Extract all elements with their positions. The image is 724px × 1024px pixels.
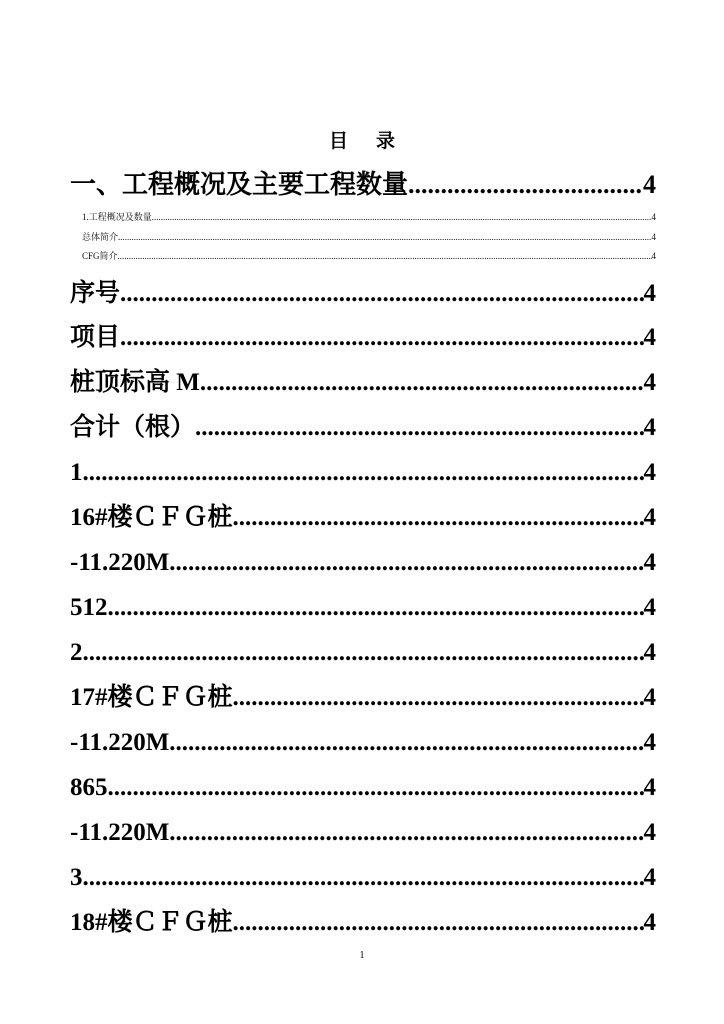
toc-entry-label: 一、工程概况及主要工程数量: [70, 170, 409, 199]
toc-page-number: 4: [643, 684, 656, 711]
toc-subentry[interactable]: [82, 249, 656, 263]
toc-entry[interactable]: [70, 411, 656, 445]
page-number: 1: [359, 950, 365, 961]
dot-leader: [233, 681, 644, 715]
dot-leader: [200, 366, 644, 400]
toc-page-number: 4: [643, 594, 656, 621]
dot-leader: [408, 168, 643, 202]
dot-leader: [195, 411, 643, 445]
toc-entry[interactable]: [70, 277, 656, 311]
toc-entry-label: 总体简介: [82, 232, 119, 242]
dot-leader: [233, 906, 644, 940]
toc-page-number: 4: [643, 864, 656, 891]
toc-entry[interactable]: [70, 366, 656, 400]
toc-entry[interactable]: [70, 816, 656, 850]
toc-page-number: 4: [643, 324, 656, 351]
toc-page-number: 4: [643, 729, 656, 756]
dot-leader: [83, 456, 644, 490]
toc-entry[interactable]: [70, 681, 656, 715]
toc-page-number: 4: [643, 459, 656, 486]
toc-page-number: 4: [651, 212, 656, 222]
toc-entry-label: 865: [70, 774, 108, 801]
toc-page-number: 4: [643, 369, 656, 396]
toc-entry[interactable]: [70, 771, 656, 805]
toc-page-number: 4: [643, 170, 656, 199]
toc-entry-label: 序号: [70, 280, 121, 307]
dot-leader: [120, 321, 643, 355]
toc-page-number: 4: [643, 504, 656, 531]
toc-page-number: 4: [643, 414, 656, 441]
toc-entry-heading[interactable]: [70, 168, 656, 202]
toc-entry[interactable]: [70, 906, 656, 940]
toc-entry-label: -11.220M: [70, 729, 170, 756]
dot-leader: [169, 816, 643, 850]
dot-leader: [83, 861, 644, 895]
toc-entry[interactable]: [70, 546, 656, 580]
toc-entry-label: 16#楼ＣＦＧ桩: [70, 504, 233, 531]
dot-leader: [120, 277, 643, 311]
toc-entry-label: 512: [70, 594, 108, 621]
toc-subentry[interactable]: [82, 230, 656, 244]
toc-page-number: 4: [651, 251, 656, 261]
dot-leader: [169, 726, 643, 760]
toc-subentry[interactable]: [82, 210, 656, 224]
toc-page-number: 4: [643, 280, 656, 307]
toc-entry-label: 2: [70, 639, 83, 666]
toc-entry[interactable]: [70, 321, 656, 355]
dot-leader: [108, 771, 644, 805]
toc-entry[interactable]: [70, 726, 656, 760]
toc-entry-label: 合计（根）: [70, 414, 196, 441]
toc-entry-label: -11.220M: [70, 549, 170, 576]
toc-entry-label: -11.220M: [70, 819, 170, 846]
toc-entry-label: 桩顶标高 M: [70, 369, 200, 396]
toc-entry[interactable]: [70, 636, 656, 670]
toc-entry-label: 18#楼ＣＦＧ桩: [70, 909, 233, 936]
toc-title: 目录: [328, 131, 423, 152]
toc-page-number: 4: [643, 819, 656, 846]
toc-entry-label: 项目: [70, 324, 121, 351]
dot-leader: [233, 501, 644, 535]
toc-page-number: 4: [651, 232, 656, 242]
dot-leader: [118, 249, 652, 263]
toc-entry[interactable]: [70, 501, 656, 535]
toc-page-number: 4: [643, 549, 656, 576]
toc-entry-label: 1: [70, 459, 83, 486]
toc-entry-label: 17#楼ＣＦＧ桩: [70, 684, 233, 711]
toc-entry[interactable]: [70, 456, 656, 490]
dot-leader: [169, 546, 643, 580]
dot-leader: [83, 636, 644, 670]
toc-page-number: 4: [643, 909, 656, 936]
toc-entry-label: 1.工程概况及数量: [82, 212, 152, 222]
dot-leader: [108, 591, 644, 625]
toc-page-number: 4: [643, 639, 656, 666]
toc-entry-label: CFG简介: [82, 251, 118, 261]
toc-entry[interactable]: [70, 861, 656, 895]
toc-entry[interactable]: [70, 591, 656, 625]
toc-page-number: 4: [643, 774, 656, 801]
dot-leader: [152, 210, 652, 224]
toc-entry-label: 3: [70, 864, 83, 891]
dot-leader: [118, 230, 651, 244]
